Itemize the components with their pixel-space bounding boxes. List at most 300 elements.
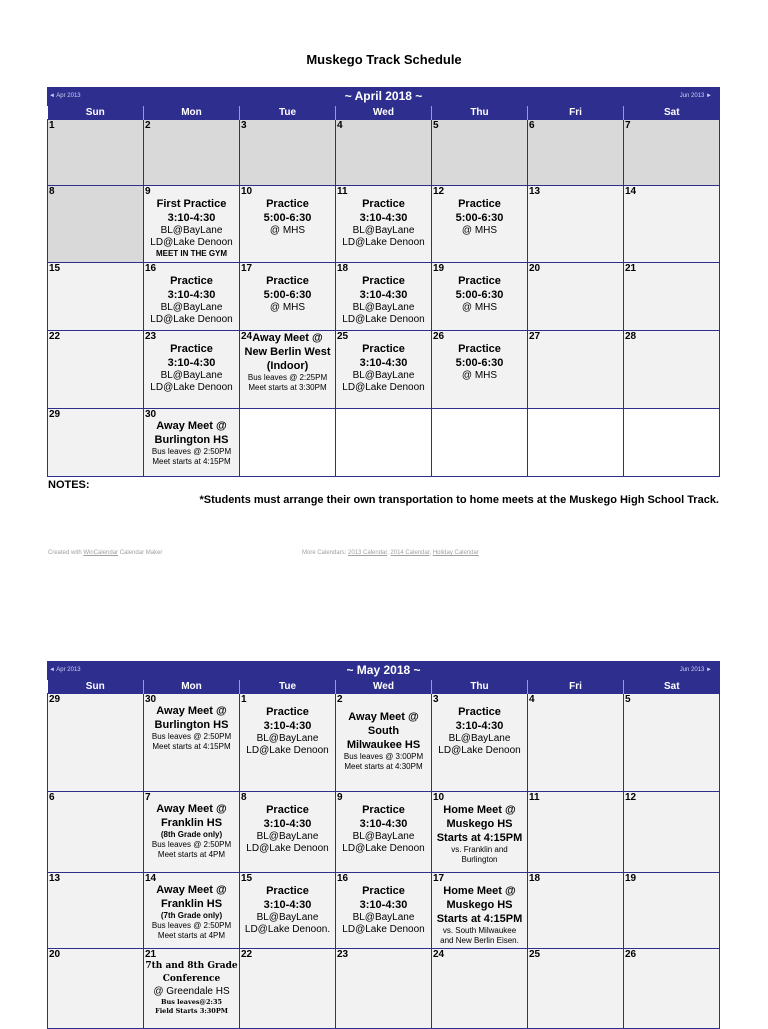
event-bus-time: Bus leaves @ 3:00PM: [343, 752, 424, 761]
day-number: 8: [241, 792, 247, 803]
event-title: Home Meet @: [443, 885, 516, 897]
weekday-tue: Tue: [240, 106, 336, 120]
event-location: LD@Lake Denoon: [342, 237, 425, 248]
weekday-sat: Sat: [624, 680, 720, 694]
event-time: 3:10-4:30: [359, 212, 408, 224]
event: [144, 802, 239, 860]
event-time: 5:00-6:30: [263, 212, 312, 224]
next-month-link[interactable]: Jun 2013 ►: [679, 667, 712, 673]
event-location: LD@Lake Denoon: [342, 924, 425, 935]
event-title: Practice: [362, 804, 405, 816]
day-number: 27: [529, 331, 541, 342]
event-location: LD@Lake Denoon: [150, 237, 233, 248]
day-number: 19: [625, 873, 637, 884]
day-number: 29: [49, 694, 61, 705]
event-location: LD@Lake Denoon: [150, 382, 233, 393]
day-number: 20: [529, 263, 541, 274]
event-bus-time: Bus leaves @ 2:25PM: [247, 373, 328, 382]
day-cell: [432, 186, 528, 263]
day-cell: [48, 949, 144, 1029]
event: [144, 960, 239, 1016]
day-number: 22: [241, 949, 253, 960]
day-number: 13: [529, 186, 541, 197]
day-number: 16: [145, 263, 157, 274]
month-title: ~ April 2018 ~: [344, 89, 423, 103]
day-cell: [48, 409, 144, 477]
event-location: LD@Lake Denoon: [438, 745, 521, 756]
weekday-thu: Thu: [432, 106, 528, 120]
event-location: Muskego HS: [446, 818, 513, 830]
day-cell: [432, 409, 528, 477]
event-title: Practice: [266, 885, 309, 897]
day-number: 12: [625, 792, 637, 803]
event-note: (Indoor): [266, 360, 309, 372]
day-number: 21: [625, 263, 637, 274]
day-number: 18: [337, 263, 349, 274]
event-time: 3:10-4:30: [263, 818, 312, 830]
event-location: LD@Lake Denoon: [342, 382, 425, 393]
april-grid: [47, 106, 720, 477]
event-location: BL@BayLane: [448, 733, 511, 744]
day-cell: [48, 694, 144, 792]
event-title: Practice: [266, 706, 309, 718]
day-number: 9: [145, 186, 151, 197]
event-location: @ MHS: [461, 370, 498, 381]
weekday-thu: Thu: [432, 680, 528, 694]
day-cell: [240, 949, 336, 1029]
event-location: Franklin HS: [160, 898, 223, 910]
event-location: @ Greendale HS: [153, 986, 230, 997]
day-cell: [624, 873, 720, 949]
event-title: Practice: [266, 198, 309, 210]
event-title: Away Meet @: [156, 705, 227, 717]
event-title: Practice: [170, 275, 213, 287]
event-time: 3:10-4:30: [359, 357, 408, 369]
weekday-sat: Sat: [624, 106, 720, 120]
day-cell: [336, 873, 432, 949]
event-title: Practice: [362, 343, 405, 355]
event: [144, 704, 239, 752]
day-cell: [48, 792, 144, 873]
week-row: [48, 409, 720, 477]
april-calendar: [47, 87, 720, 477]
event-location: LD@Lake Denoon: [342, 314, 425, 325]
event-time: 5:00-6:30: [455, 212, 504, 224]
week-row: [48, 792, 720, 873]
calendar-2013-link[interactable]: 2013 Calendar: [348, 550, 388, 556]
event-start-time: Meet starts at 3:30PM: [248, 383, 327, 392]
day-cell: [528, 409, 624, 477]
event-time: 5:00-6:30: [263, 289, 312, 301]
day-number: 9: [337, 792, 343, 803]
event-title: Practice: [458, 343, 501, 355]
event-location: Franklin HS: [160, 817, 223, 829]
day-cell: [48, 186, 144, 263]
footer-more: More Calendars: 2013 Calendar, 2014 Calendar, Holiday Calendar: [302, 550, 479, 556]
day-number: 24: [433, 949, 445, 960]
next-month-link[interactable]: Jun 2013 ►: [679, 93, 712, 99]
event: [336, 884, 431, 936]
event-bus-time: Bus leaves @ 2:50PM: [151, 447, 232, 456]
event-bus-time: Bus leaves@2:35: [161, 998, 222, 1006]
footer-text: Calendar Maker: [119, 550, 163, 556]
day-number: 22: [49, 331, 61, 342]
day-number: 18: [529, 873, 541, 884]
day-cell: [624, 186, 720, 263]
day-number: 19: [433, 263, 445, 274]
day-cell: [336, 949, 432, 1029]
event-title: Practice: [362, 885, 405, 897]
day-cell: [48, 263, 144, 331]
event-location: Milwaukee HS: [346, 739, 421, 751]
day-cell: [624, 694, 720, 792]
event-title: Away Meet @: [252, 332, 323, 344]
day-cell: [528, 120, 624, 186]
event: [336, 710, 431, 772]
event: [336, 274, 431, 326]
event-title: Practice: [266, 804, 309, 816]
day-cell: [432, 263, 528, 331]
event-location: BL@BayLane: [160, 302, 223, 313]
day-cell: [240, 873, 336, 949]
event-title: Practice: [362, 198, 405, 210]
weekday-tue: Tue: [240, 680, 336, 694]
may-calendar: [47, 661, 720, 1029]
event-location: BL@BayLane: [160, 370, 223, 381]
event-title: 7th and 8th Grade: [145, 961, 238, 971]
prev-month-link[interactable]: ◄ Apr 2013: [49, 667, 81, 673]
day-cell: [336, 120, 432, 186]
event-title: Away Meet @: [348, 711, 419, 723]
event-title: Practice: [170, 343, 213, 355]
event-note: (7th Grade only): [160, 911, 223, 920]
footer-created: [48, 550, 162, 556]
may-grid: [47, 680, 720, 1029]
event-start-time: Meet starts at 4:15PM: [152, 742, 231, 751]
event-location: BL@BayLane: [352, 912, 415, 923]
event-start-time: Starts at 4:15PM: [436, 832, 523, 844]
day-cell: [240, 792, 336, 873]
day-cell: [528, 873, 624, 949]
event-bus-time: Bus leaves @ 2:50PM: [151, 921, 232, 930]
event: [432, 342, 527, 382]
event: [432, 705, 527, 757]
event-opponents: vs. South Milwaukee: [442, 926, 517, 935]
weekday-fri: Fri: [528, 106, 624, 120]
day-number: 30: [145, 409, 157, 420]
day-cell: [144, 873, 240, 949]
event-note: MEET IN THE GYM: [155, 249, 228, 258]
event-location: BL@BayLane: [256, 831, 319, 842]
day-number: 7: [145, 792, 151, 803]
event: [336, 803, 431, 855]
day-number: 5: [433, 120, 439, 131]
day-number: 11: [337, 186, 348, 197]
event-location: LD@Lake Denoon: [150, 314, 233, 325]
day-number: 30: [145, 694, 157, 705]
notes-text: *Students must arrange their own transportation to home meets at the Muskego High School Track.: [199, 494, 719, 506]
event: [240, 197, 335, 237]
day-number: 13: [49, 873, 61, 884]
week-row: [48, 949, 720, 1029]
day-cell: [528, 331, 624, 409]
event-start-time: Meet starts at 4:15PM: [152, 457, 231, 466]
event-location: LD@Lake Denoon: [246, 745, 329, 756]
event-time: 5:00-6:30: [455, 357, 504, 369]
day-cell: [144, 263, 240, 331]
event-opponents: and New Berlin Eisen.: [440, 936, 519, 945]
event-location: BL@BayLane: [256, 912, 319, 923]
page-title: Muskego Track Schedule: [306, 52, 462, 67]
event-location: @ MHS: [461, 225, 498, 236]
day-cell: [336, 331, 432, 409]
footer-text: Created with: [48, 550, 82, 556]
event-location: @ MHS: [269, 302, 306, 313]
day-number: 4: [529, 694, 535, 705]
weekday-wed: Wed: [336, 106, 432, 120]
event-location: BL@BayLane: [160, 225, 223, 236]
day-cell: [336, 409, 432, 477]
day-cell: [528, 694, 624, 792]
day-number: 12: [433, 186, 445, 197]
day-number: 17: [433, 873, 445, 884]
week-row: [48, 873, 720, 949]
event: [432, 803, 527, 865]
event-start-time: Meet starts at 4PM: [157, 850, 226, 859]
day-number: 23: [337, 949, 349, 960]
day-number: 15: [241, 873, 253, 884]
day-number: 10: [433, 792, 445, 803]
event: [240, 331, 335, 393]
day-number: 1: [241, 694, 247, 705]
event-time: 3:10-4:30: [359, 818, 408, 830]
day-number: 6: [529, 120, 535, 131]
day-number: 1: [49, 120, 55, 131]
event-location: South: [367, 725, 400, 737]
day-cell: [624, 263, 720, 331]
event-time: 3:10-4:30: [359, 899, 408, 911]
day-cell: [240, 694, 336, 792]
event: [144, 883, 239, 941]
event-time: 3:10-4:30: [167, 289, 216, 301]
day-number: 10: [241, 186, 253, 197]
day-cell: [240, 331, 336, 409]
weekday-wed: Wed: [336, 680, 432, 694]
event-note: (8th Grade only): [160, 830, 223, 839]
day-number: 21: [145, 949, 157, 960]
day-cell: [336, 694, 432, 792]
event-location: Muskego HS: [446, 899, 513, 911]
day-number: 29: [49, 409, 61, 420]
day-cell: [432, 873, 528, 949]
event-title: Practice: [266, 275, 309, 287]
week-row: [48, 694, 720, 792]
holiday-calendar-link[interactable]: Holiday Calendar: [432, 550, 479, 556]
day-number: 14: [145, 873, 157, 884]
event: [240, 884, 335, 936]
day-cell: [144, 186, 240, 263]
week-row: [48, 120, 720, 186]
day-cell: [48, 873, 144, 949]
week-row: [48, 186, 720, 263]
event-title: Practice: [458, 275, 501, 287]
event-location: BL@BayLane: [352, 370, 415, 381]
day-number: 20: [49, 949, 61, 960]
calendar-2014-link[interactable]: 2014 Calendar: [390, 550, 430, 556]
event: [240, 274, 335, 314]
event: [336, 342, 431, 394]
day-number: 11: [529, 792, 540, 803]
event-time: 3:10-4:30: [167, 357, 216, 369]
day-cell: [144, 949, 240, 1029]
weekday-mon: Mon: [144, 680, 240, 694]
day-number: 8: [49, 186, 55, 197]
day-cell: [432, 949, 528, 1029]
event-time: 3:10-4:30: [455, 720, 504, 732]
day-cell: [432, 331, 528, 409]
day-number: 16: [337, 873, 349, 884]
weekday-mon: Mon: [144, 106, 240, 120]
event-location: LD@Lake Denoon: [246, 843, 329, 854]
event: [144, 342, 239, 394]
event-title: Conference: [162, 974, 221, 984]
day-number: 2: [337, 694, 343, 705]
weekday-row: [48, 106, 720, 120]
event-location: Burlington HS: [154, 719, 229, 731]
day-cell: [144, 331, 240, 409]
day-number: 3: [241, 120, 247, 131]
event: [432, 884, 527, 946]
day-cell: [528, 792, 624, 873]
event-time: 3:10-4:30: [263, 899, 312, 911]
day-cell: [336, 792, 432, 873]
day-cell: [144, 409, 240, 477]
event-title: Home Meet @: [443, 804, 516, 816]
day-cell: [624, 120, 720, 186]
day-number: 6: [49, 792, 55, 803]
event-title: Practice: [458, 706, 501, 718]
day-cell: [144, 792, 240, 873]
day-cell: [240, 263, 336, 331]
event-location: BL@BayLane: [352, 302, 415, 313]
event-title: First Practice: [156, 198, 227, 210]
event-location: @ MHS: [269, 225, 306, 236]
day-cell: [240, 186, 336, 263]
day-cell: [336, 263, 432, 331]
event-time: 3:10-4:30: [263, 720, 312, 732]
day-number: 26: [433, 331, 445, 342]
day-cell: [48, 120, 144, 186]
day-cell: [432, 694, 528, 792]
event: [432, 274, 527, 314]
event-location: BL@BayLane: [256, 733, 319, 744]
day-cell: [624, 331, 720, 409]
day-cell: [144, 694, 240, 792]
event-title: Away Meet @: [156, 884, 227, 896]
day-cell: [336, 186, 432, 263]
month-title: ~ May 2018 ~: [346, 663, 421, 677]
event-location: BL@BayLane: [352, 831, 415, 842]
event-time: 3:10-4:30: [359, 289, 408, 301]
day-cell: [528, 949, 624, 1029]
prev-month-link[interactable]: ◄ Apr 2013: [49, 93, 81, 99]
week-row: [48, 263, 720, 331]
day-cell: [432, 120, 528, 186]
day-number: 5: [625, 694, 631, 705]
event-location: @ MHS: [461, 302, 498, 313]
day-cell: [528, 263, 624, 331]
day-number: 17: [241, 263, 253, 274]
may-header: [47, 661, 720, 680]
day-number: 14: [625, 186, 637, 197]
weekday-sun: Sun: [48, 680, 144, 694]
weekday-sun: Sun: [48, 106, 144, 120]
day-number: 2: [145, 120, 151, 131]
day-number: 25: [337, 331, 349, 342]
event-start-time: Starts at 4:15PM: [436, 913, 523, 925]
wincalendar-link[interactable]: WinCalendar: [83, 550, 119, 556]
event-location: LD@Lake Denoon: [342, 843, 425, 854]
day-cell: [624, 949, 720, 1029]
event: [240, 803, 335, 855]
event-start-time: Meet starts at 4PM: [157, 931, 226, 940]
event-start-time: Field Starts 3:30PM: [155, 1007, 228, 1015]
day-number: 3: [433, 694, 439, 705]
event: [144, 274, 239, 326]
day-number: 25: [529, 949, 541, 960]
day-cell: [432, 792, 528, 873]
event: [144, 197, 239, 259]
event-opponents: vs. Franklin and: [451, 845, 508, 854]
event-location: Burlington HS: [154, 434, 229, 446]
event-time: 5:00-6:30: [455, 289, 504, 301]
day-number: 7: [625, 120, 631, 131]
april-header: [47, 87, 720, 106]
event-bus-time: Bus leaves @ 2:50PM: [151, 732, 232, 741]
day-cell: [528, 186, 624, 263]
event: [336, 197, 431, 249]
event-bus-time: Bus leaves @ 2:50PM: [151, 840, 232, 849]
day-cell: [624, 409, 720, 477]
event-start-time: Meet starts at 4:30PM: [344, 762, 423, 771]
weekday-row: [48, 680, 720, 694]
day-number: 4: [337, 120, 343, 131]
day-cell: [240, 409, 336, 477]
day-number: 26: [625, 949, 637, 960]
event-title: Practice: [458, 198, 501, 210]
event-location: LD@Lake Denoon.: [244, 924, 331, 935]
event-location: BL@BayLane: [352, 225, 415, 236]
event: [240, 705, 335, 757]
day-number: 24: [241, 331, 253, 342]
event-title: Practice: [362, 275, 405, 287]
event-title: Away Meet @: [156, 420, 227, 432]
weekday-fri: Fri: [528, 680, 624, 694]
day-cell: [144, 120, 240, 186]
event: [432, 197, 527, 237]
day-cell: [624, 792, 720, 873]
day-cell: [48, 331, 144, 409]
footer-text: More Calendars:: [302, 550, 347, 556]
event-time: 3:10-4:30: [167, 212, 216, 224]
day-cell: [240, 120, 336, 186]
day-number: 15: [49, 263, 61, 274]
week-row: [48, 331, 720, 409]
day-number: 23: [145, 331, 157, 342]
day-number: 28: [625, 331, 637, 342]
notes-label: NOTES:: [48, 479, 90, 491]
event: [144, 419, 239, 467]
